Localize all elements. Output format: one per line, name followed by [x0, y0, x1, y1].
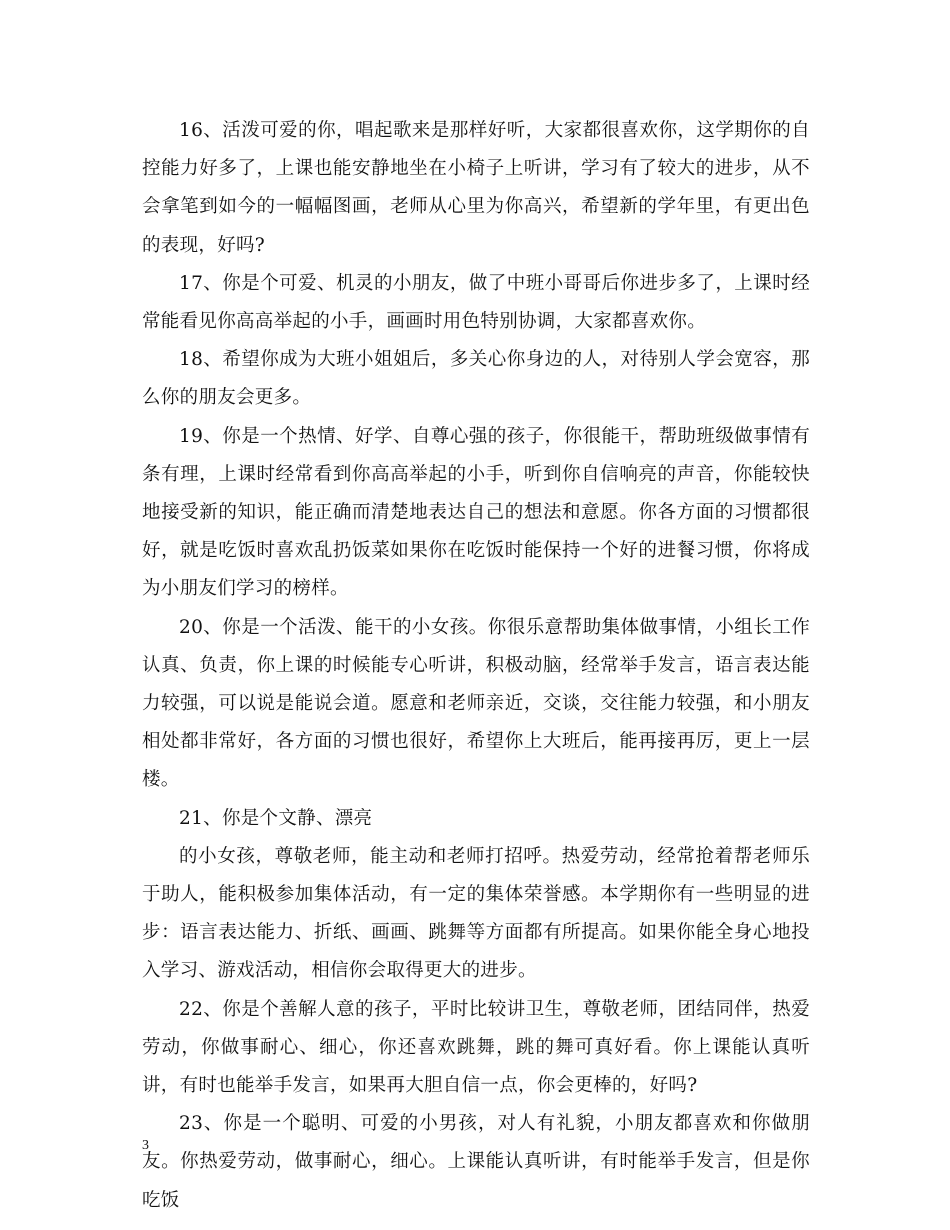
paragraph-21-body: 的小女孩，尊敬老师，能主动和老师打招呼。热爱劳动，经常抢着帮老师乐于助人，能积极参加集体活动，有一定的集体荣誉感。本学期你有一些明显的进步：语言表达能力、折纸、画画、跳舞等方面都有所提高。如果你能全身心地投入学习、游戏活动，相信你会取得更大的进步。: [142, 845, 810, 982]
page-number: 3: [142, 1138, 149, 1153]
paragraph-16: 16、活泼可爱的你，唱起歌来是那样好听，大家都很喜欢你，这学期你的自控能力好多了，上课也能安静地坐在小椅子上听讲，学习有了较大的进步，从不会拿笔到如今的一幅幅图画，老师从心里为你高兴，希望新的学年里，有更出色的表现，好吗?: [142, 120, 810, 256]
paragraph-18: 18、希望你成为大班小姐姐后，多关心你身边的人，对待别人学会宽容，那么你的朋友会更多。: [142, 349, 810, 409]
paragraph-23: 23、你是一个聪明、可爱的小男孩，对人有礼貌，小朋友都喜欢和你做朋友。你热爱劳动，做事耐心，细心。上课能认真听讲，有时能举手发言，但是你吃饭: [142, 1113, 810, 1211]
paragraph-22: 22、你是个善解人意的孩子，平时比较讲卫生，尊敬老师，团结同伴，热爱劳动，你做事耐心、细心，你还喜欢跳舞，跳的舞可真好看。你上课能认真听讲，有时也能举手发言，如果再大胆自信一点，你会更棒的，好吗?: [142, 998, 810, 1097]
document-body: [142, 112, 810, 1220]
paragraph-20: 20、你是一个活泼、能干的小女孩。你很乐意帮助集体做事情，小组长工作认真、负责，你上课的时候能专心听讲，积极动脑，经常举手发言，语言表达能力较强，可以说是能说会道。愿意和老师亲近，交谈，交往能力较强，和小朋友相处都非常好，各方面的习惯也很好，希望你上大班后，能再接再厉，更上一层楼。: [142, 616, 810, 791]
paragraph-21-heading: 21、你是个文静、漂亮: [179, 807, 373, 829]
paragraph-17: 17、你是个可爱、机灵的小朋友，做了中班小哥哥后你进步多了，上课时经常能看见你高高举起的小手，画画时用色特别协调，大家都喜欢你。: [142, 272, 810, 333]
paragraph-19: 19、你是一个热情、好学、自尊心强的孩子，你很能干，帮助班级做事情有条有理，上课时经常看到你高高举起的小手，听到你自信响亮的声音，你能较快地接受新的知识，能正确而清楚地表达自己的想法和意愿。你各方面的习惯都很好，就是吃饭时喜欢乱扔饭菜如果你在吃饭时能保持一个好的进餐习惯，你将成为小朋友们学习的榜样。: [142, 425, 810, 600]
